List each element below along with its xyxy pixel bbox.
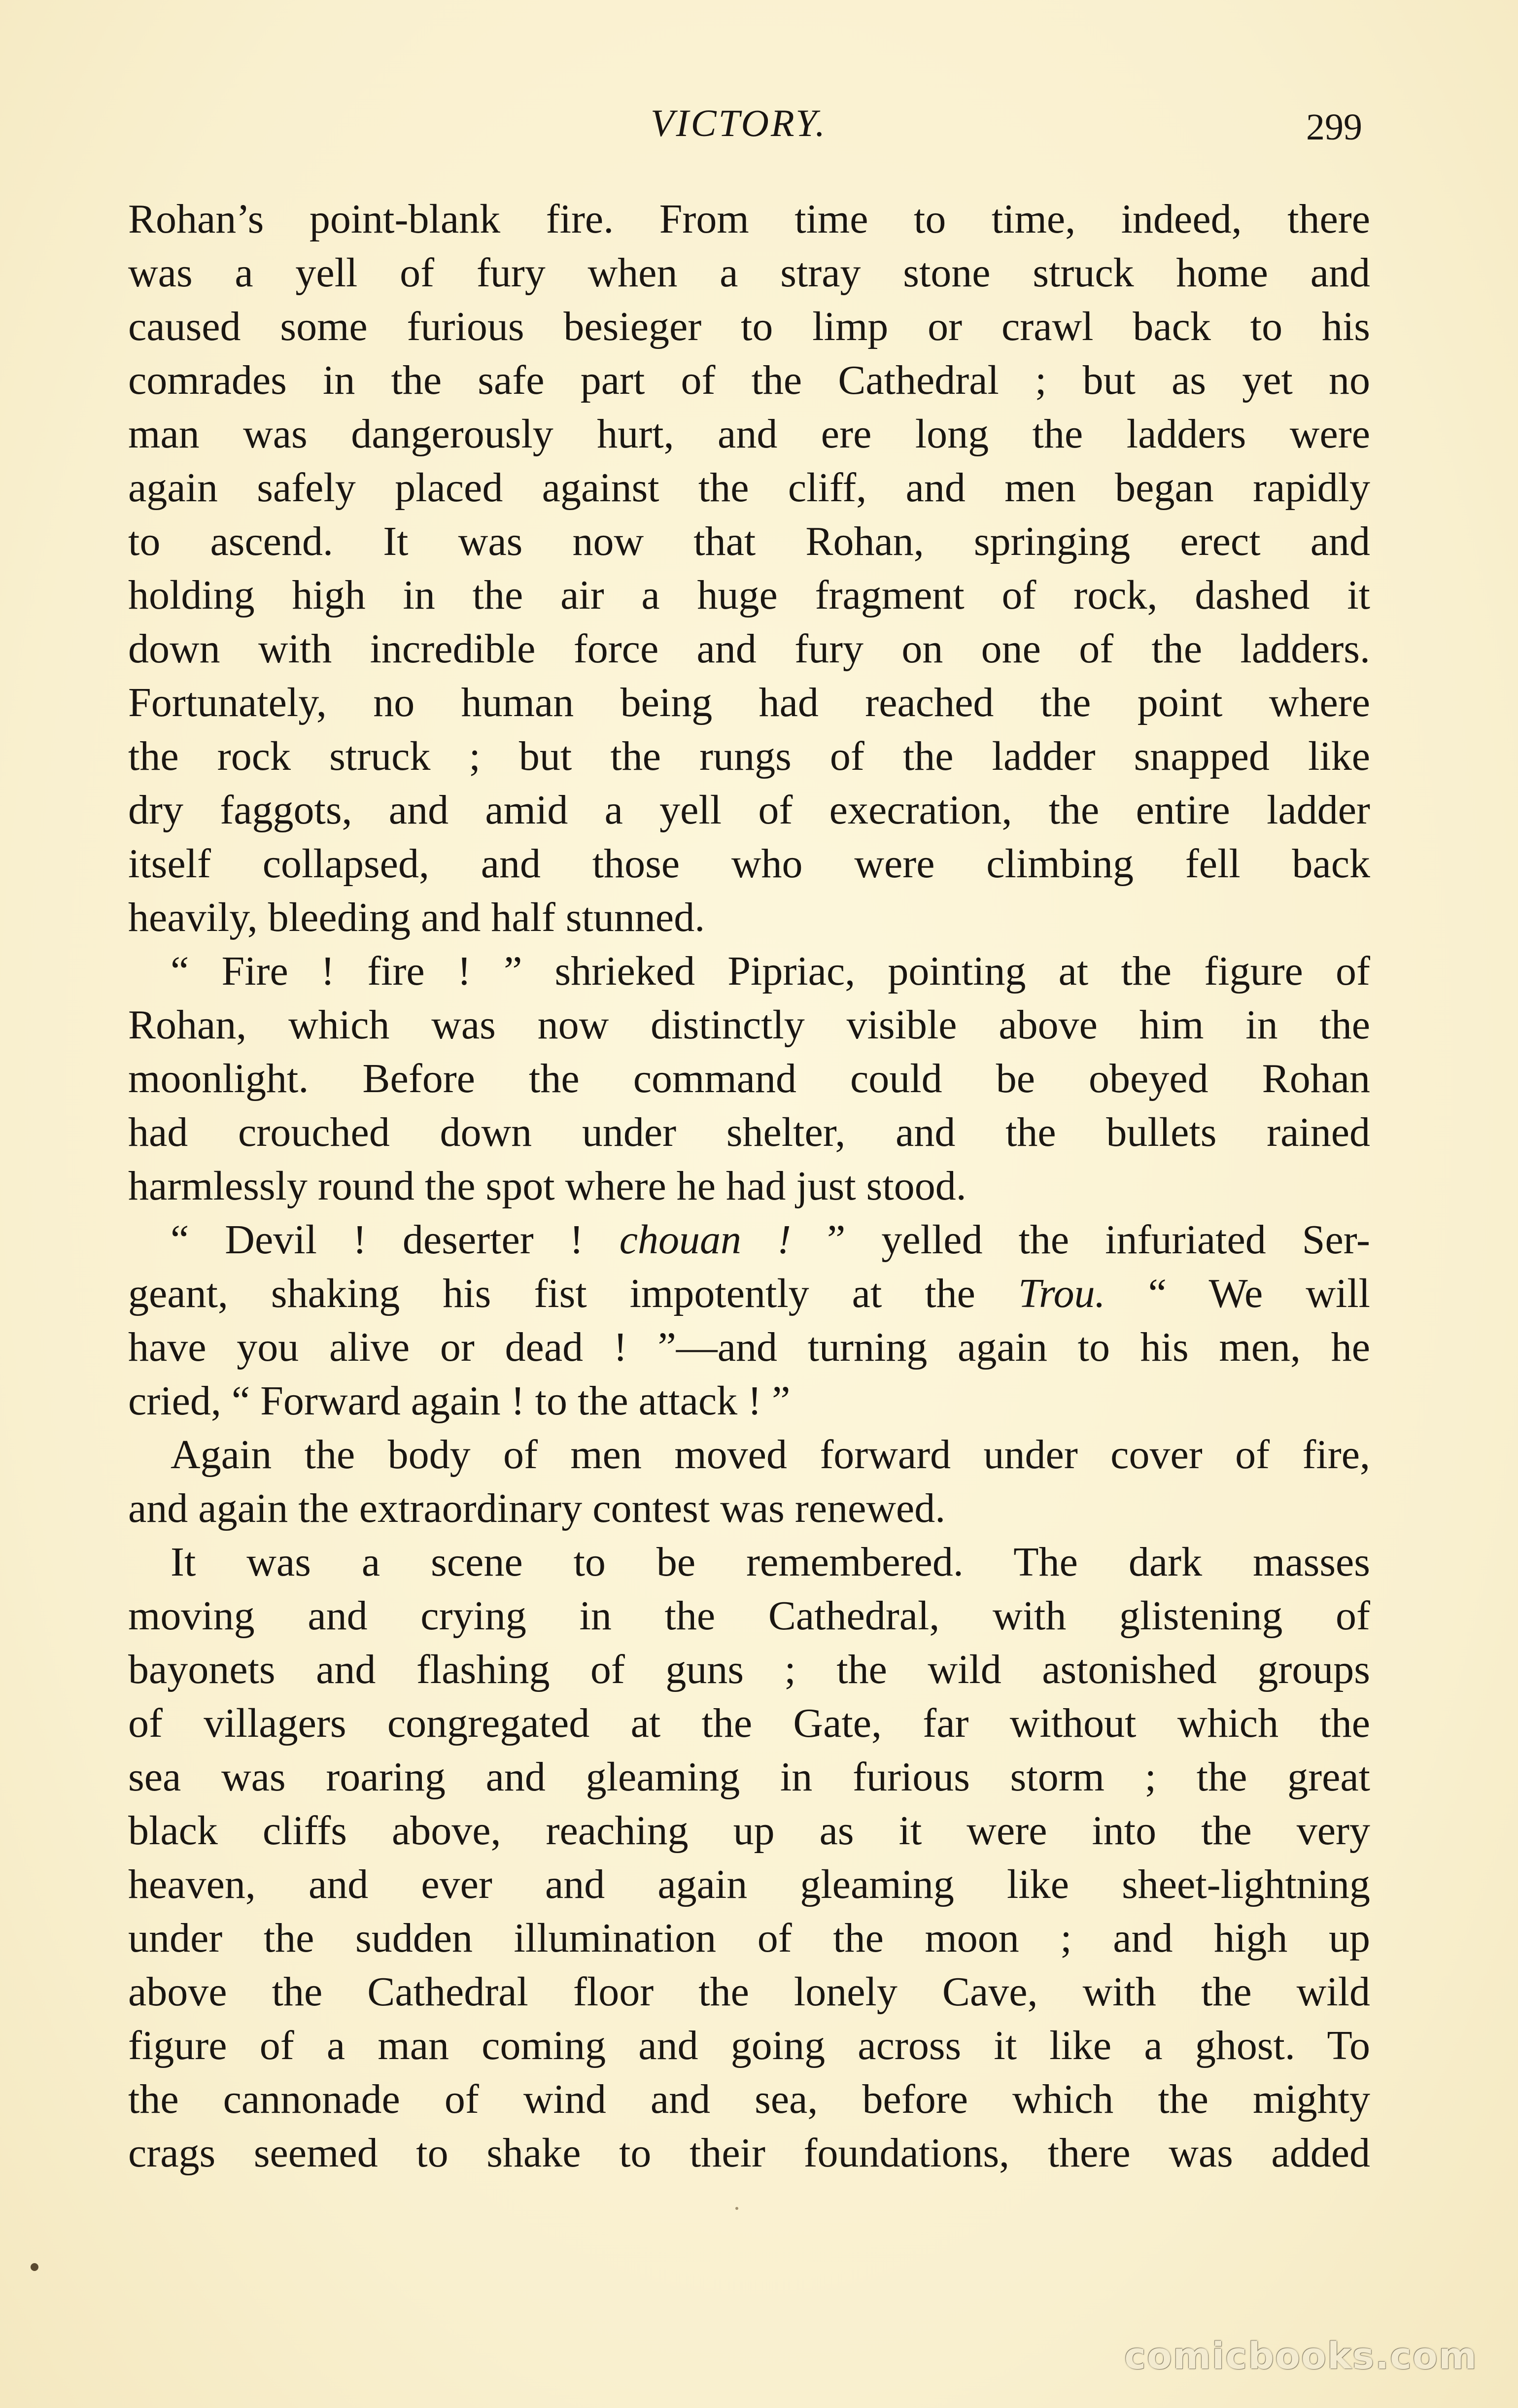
text-line: moving and crying in the Cathedral, with glistening of [128, 1593, 1370, 1639]
text-line: and again the extraordinary contest was renewed. [128, 1485, 946, 1531]
text-line: had crouched down under shelter, and the bullets rained [128, 1109, 1370, 1155]
text-line: Rohan’s point-blank fire. From time to time, indeed, there [128, 196, 1370, 242]
text-line: dry faggots, and amid a yell of execration, the entire ladder [128, 787, 1370, 833]
text-line: comrades in the safe part of the Cathedral ; but as yet no [128, 357, 1370, 403]
page-number: 299 [1306, 106, 1362, 148]
text-line: again safely placed against the cliff, and men began rapidly [128, 465, 1370, 511]
text-line: It was a scene to be remembered. The dark masses [171, 1539, 1370, 1585]
text-segment: geant, shaking his fist impotently at the [128, 1271, 1018, 1316]
text-line [128, 1213, 1370, 1267]
text-line: Fortunately, no human being had reached the point where [128, 680, 1370, 725]
running-title: VICTORY. [651, 102, 827, 144]
body-text [128, 192, 1370, 2180]
watermark: comicbooks.com [1124, 2335, 1478, 2377]
text-segment: ” yelled the infuriated Ser- [791, 1217, 1371, 1263]
text-segment: “ We will [1105, 1271, 1371, 1316]
ink-speck [735, 2207, 738, 2210]
text-line: the rock struck ; but the rungs of the ladder snapped like [128, 733, 1370, 779]
text-line [128, 1267, 1370, 1320]
text-line: itself collapsed, and those who were climbing fell back [128, 841, 1370, 887]
text-line: “ Fire ! fire ! ” shrieked Pipriac, pointing at the figure of [171, 948, 1370, 994]
text-line: Rohan, which was now distinctly visible above him in the [128, 1002, 1370, 1048]
text-line: Again the body of men moved forward under cover of fire, [171, 1432, 1370, 1478]
text-line: holding high in the air a huge fragment of rock, dashed it [128, 572, 1370, 618]
text-line: cried, “ Forward again ! to the attack ! ” [128, 1378, 791, 1424]
text-line: figure of a man coming and going across it like a ghost. To [128, 2023, 1370, 2068]
text-line: black cliffs above, reaching up as it were into the very [128, 1808, 1370, 1854]
text-line: bayonets and flashing of guns ; the wild astonished groups [128, 1647, 1370, 1692]
text-line: moonlight. Before the command could be obeyed Rohan [128, 1056, 1370, 1101]
text-line: heavily, bleeding and half stunned. [128, 894, 705, 940]
text-line: the cannonade of wind and sea, before which the mighty [128, 2076, 1370, 2122]
italic-word: Trou. [1018, 1271, 1105, 1316]
text-line: harmlessly round the spot where he had just stood. [128, 1163, 966, 1209]
text-line: down with incredible force and fury on one of the ladders. [128, 626, 1370, 672]
text-line: sea was roaring and gleaming in furious storm ; the great [128, 1754, 1370, 1800]
text-line: under the sudden illumination of the moon ; and high up [128, 1915, 1370, 1961]
ink-speck [31, 2263, 38, 2271]
text-line: caused some furious besieger to limp or crawl back to his [128, 304, 1370, 349]
text-line: heaven, and ever and again gleaming like sheet-lightning [128, 1861, 1370, 1907]
text-line: man was dangerously hurt, and ere long the ladders were [128, 411, 1370, 457]
text-segment: “ Devil ! deserter ! [171, 1217, 620, 1263]
text-line: have you alive or dead ! ”—and turning again to his men, he [128, 1324, 1370, 1370]
text-line: of villagers congregated at the Gate, far without which the [128, 1700, 1370, 1746]
text-line: above the Cathedral floor the lonely Cave, with the wild [128, 1969, 1370, 2015]
text-line: crags seemed to shake to their foundations, there was added [128, 2130, 1370, 2176]
italic-word: chouan ! [619, 1217, 792, 1263]
text-line: was a yell of fury when a stray stone struck home and [128, 250, 1370, 296]
text-line: to ascend. It was now that Rohan, springing erect and [128, 518, 1370, 564]
